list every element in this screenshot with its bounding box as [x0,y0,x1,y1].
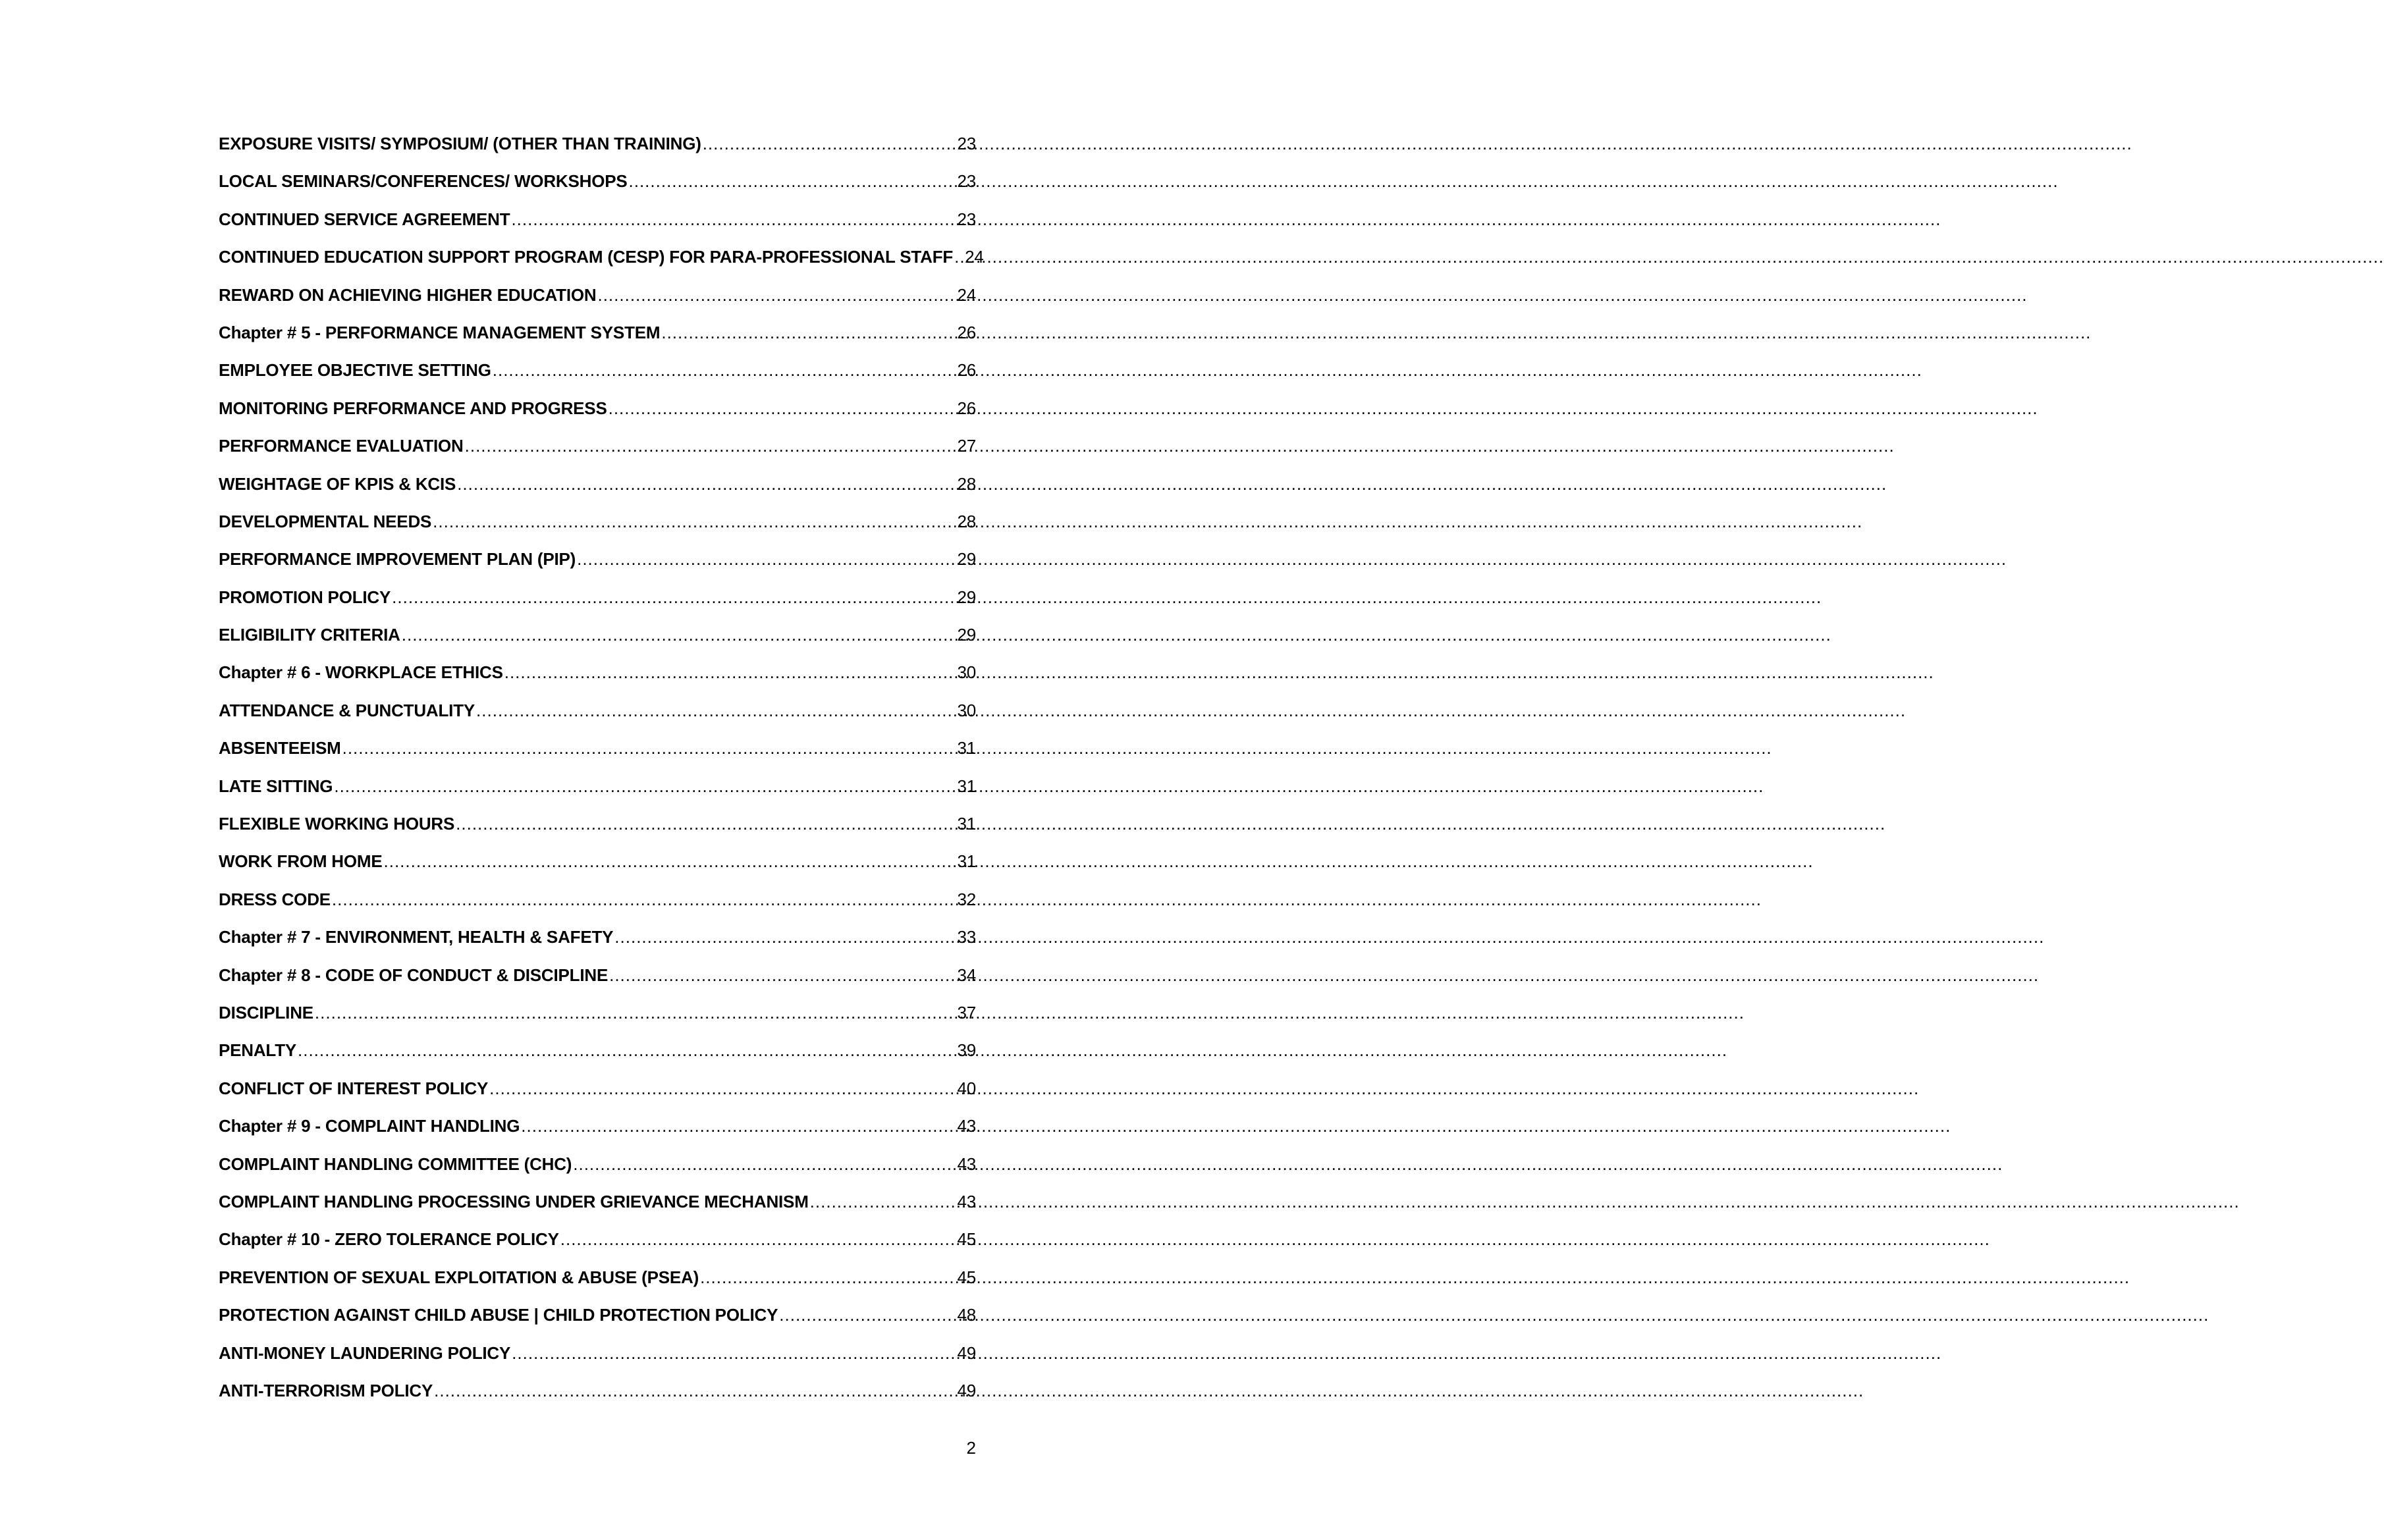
toc-entry-page-number: 27 [957,436,976,456]
toc-entry[interactable] [219,625,976,662]
toc-entry[interactable] [219,1343,976,1381]
toc-dot-leader [609,398,956,419]
toc-entry-title: PROTECTION AGAINST CHILD ABUSE | CHILD PROTECTION POLICY [219,1305,778,1325]
toc-entry-page-number: 24 [965,247,984,267]
toc-entry[interactable] [219,360,976,398]
toc-entry-page-number: 31 [957,738,976,758]
toc-entry[interactable] [219,1305,976,1342]
toc-entry-title: CONTINUED SERVICE AGREEMENT [219,209,510,229]
toc-dot-leader [511,209,956,230]
toc-entry[interactable] [219,1381,976,1418]
toc-entry-title: PERFORMANCE EVALUATION [219,436,464,456]
toc-entry-page-number: 45 [957,1229,976,1250]
toc-entry-title: LOCAL SEMINARS/CONFERENCES/ WORKSHOPS [219,171,628,192]
toc-entry-page-number: 29 [957,549,976,570]
toc-entry-page-number: 28 [957,473,976,494]
toc-dot-leader [810,1192,956,1212]
toc-entry-title: FLEXIBLE WORKING HOURS [219,814,455,834]
toc-dot-leader [779,1305,956,1325]
toc-entry-title: Chapter # 5 - PERFORMANCE MANAGEMENT SYSTEM [219,322,661,342]
toc-entry[interactable] [219,1154,976,1192]
toc-dot-leader [493,360,956,381]
toc-dot-leader [342,738,956,758]
toc-entry-title: EMPLOYEE OBJECTIVE SETTING [219,360,491,381]
toc-entry-title: REWARD ON ACHIEVING HIGHER EDUCATION [219,284,597,305]
toc-entry-title: ANTI-MONEY LAUNDERING POLICY [219,1342,511,1363]
toc-entry-page-number: 49 [957,1342,976,1363]
toc-entry-title: Chapter # 9 - COMPLAINT HANDLING [219,1116,520,1136]
toc-dot-leader [597,285,956,305]
toc-entry-title: LATE SITTING [219,776,333,796]
toc-dot-leader [629,171,956,192]
toc-entry-page-number: 30 [957,700,976,720]
toc-dot-leader [703,134,956,154]
toc-dot-leader [392,587,956,608]
toc-dot-leader [614,927,956,947]
toc-entry[interactable] [219,662,976,700]
toc-dot-leader [560,1229,956,1250]
toc-entry-page-number: 43 [957,1154,976,1174]
toc-entry-title: DISCIPLINE [219,1002,313,1022]
toc-entry-title: COMPLAINT HANDLING COMMITTEE (CHC) [219,1154,572,1174]
toc-entry-title: Chapter # 7 - ENVIRONMENT, HEALTH & SAFETY [219,927,614,947]
toc-entry[interactable] [219,549,976,587]
toc-entry[interactable] [219,1003,976,1040]
toc-entry-title: MONITORING PERFORMANCE AND PROGRESS [219,398,607,418]
toc-dot-leader [457,474,956,494]
toc-entry-title: Chapter # 8 - CODE OF CONDUCT & DISCIPLINE [219,965,609,985]
toc-entry[interactable] [219,776,976,814]
toc-entry-title: WEIGHTAGE OF KPIS & KCIS [219,473,456,494]
toc-entry[interactable] [219,1229,976,1267]
toc-entry-title: CONTINUED EDUCATION SUPPORT PROGRAM (CESP) FOR PARA-PROFESSIONAL STAFF [219,247,954,267]
toc-entry[interactable] [219,1040,976,1078]
toc-entry-title: PENALTY [219,1040,297,1061]
toc-entry[interactable] [219,814,976,851]
toc-entry-title: ABSENTEEISM [219,738,341,758]
toc-entry-page-number: 34 [957,965,976,985]
toc-entry[interactable] [219,701,976,738]
toc-entry[interactable] [219,209,976,247]
toc-entry-page-number: 48 [957,1305,976,1325]
toc-entry-title: PREVENTION OF SEXUAL EXPLOITATION & ABUSE (PSEA) [219,1267,699,1287]
toc-dot-leader [476,701,956,721]
toc-entry-page-number: 30 [957,662,976,683]
toc-entry-page-number: 43 [957,1191,976,1211]
toc-entry-page-number: 26 [957,322,976,342]
toc-entry[interactable] [219,285,976,323]
toc-entry[interactable] [219,323,976,360]
toc-entry-title: WORK FROM HOME [219,851,383,872]
toc-entry[interactable] [219,247,984,284]
toc-entry[interactable] [219,851,976,889]
toc-entry[interactable] [219,927,976,965]
toc-entry-page-number: 31 [957,851,976,872]
toc-dot-leader [661,323,956,343]
toc-entry-page-number: 49 [957,1380,976,1400]
toc-dot-leader [573,1154,956,1175]
toc-entry[interactable] [219,1267,976,1305]
toc-entry-title: Chapter # 6 - WORKPLACE ETHICS [219,662,503,683]
toc-entry-page-number: 31 [957,776,976,796]
toc-dot-leader [384,851,956,872]
toc-dot-leader [700,1267,956,1288]
toc-entry-title: ATTENDANCE & PUNCTUALITY [219,700,475,720]
table-of-contents [219,134,984,1418]
toc-dot-leader [465,436,956,456]
toc-entry-page-number: 26 [957,360,976,381]
toc-entry-page-number: 33 [957,927,976,947]
toc-entry[interactable] [219,474,976,512]
toc-dot-leader [577,549,956,570]
toc-entry[interactable] [219,398,976,436]
toc-entry-title: PERFORMANCE IMPROVEMENT PLAN (PIP) [219,549,576,570]
toc-entry[interactable] [219,1078,976,1116]
toc-entry-page-number: 40 [957,1078,976,1098]
toc-entry-page-number: 37 [957,1002,976,1022]
toc-entry-page-number: 24 [957,284,976,305]
toc-entry-page-number: 43 [957,1116,976,1136]
toc-dot-leader [954,247,963,267]
toc-entry[interactable] [219,587,976,625]
toc-entry-title: EXPOSURE VISITS/ SYMPOSIUM/ (OTHER THAN TRAINING) [219,134,701,153]
toc-entry[interactable] [219,889,976,927]
toc-entry-title: Chapter # 10 - ZERO TOLERANCE POLICY [219,1229,559,1250]
toc-dot-leader [402,625,956,645]
toc-dot-leader [504,662,956,683]
page-number: 2 [966,1438,976,1458]
toc-entry-title: ANTI-TERRORISM POLICY [219,1380,433,1400]
toc-entry-page-number: 32 [957,889,976,909]
toc-entry[interactable] [219,965,976,1003]
toc-dot-leader [512,1343,956,1364]
toc-entry[interactable] [219,436,976,473]
toc-entry-title: CONFLICT OF INTEREST POLICY [219,1078,489,1098]
toc-dot-leader [433,512,956,532]
toc-entry-title: COMPLAINT HANDLING PROCESSING UNDER GRIEVANCE MECHANISM [219,1191,809,1211]
toc-dot-leader [298,1040,956,1061]
toc-entry-title: DRESS CODE [219,889,331,909]
toc-dot-leader [609,965,956,986]
toc-entry[interactable] [219,1192,976,1229]
toc-entry[interactable] [219,512,976,549]
toc-entry-page-number: 23 [957,171,976,192]
toc-entry-page-number: 23 [957,134,976,153]
toc-entry-title: PROMOTION POLICY [219,587,391,607]
toc-dot-leader [456,814,956,834]
toc-entry-page-number: 45 [957,1267,976,1287]
toc-dot-leader [334,776,956,797]
toc-entry[interactable] [219,738,976,776]
toc-entry-page-number: 29 [957,587,976,607]
toc-entry-page-number: 23 [957,209,976,229]
toc-entry-title: DEVELOPMENTAL NEEDS [219,511,432,531]
toc-entry[interactable] [219,171,976,209]
toc-entry-page-number: 31 [957,814,976,834]
toc-entry-page-number: 28 [957,511,976,531]
toc-entry-title: ELIGIBILITY CRITERIA [219,625,400,645]
toc-entry-page-number: 29 [957,625,976,645]
toc-dot-leader [489,1078,956,1099]
toc-entry-page-number: 39 [957,1040,976,1061]
toc-entry[interactable] [219,1116,976,1154]
toc-dot-leader [521,1116,956,1136]
toc-dot-leader [315,1003,956,1023]
toc-dot-leader [332,889,956,910]
toc-entry[interactable] [219,134,976,171]
toc-dot-leader [434,1381,956,1401]
toc-entry-page-number: 26 [957,398,976,418]
